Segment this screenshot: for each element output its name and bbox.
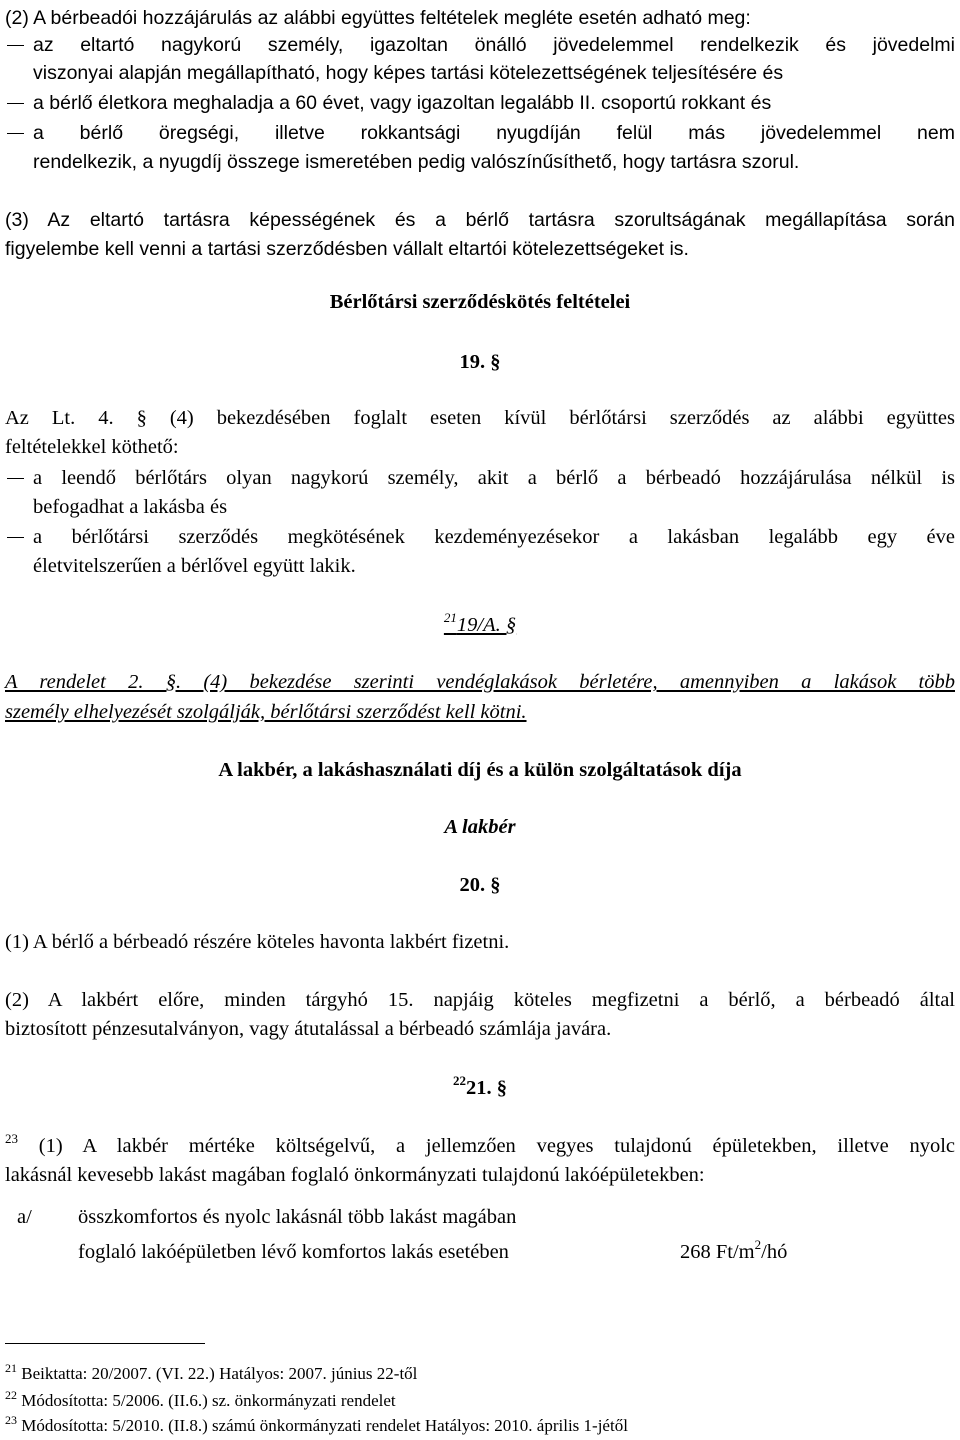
sec19-item1-line2: befogadhat a lakásba és (33, 496, 228, 518)
para2-item2-line1: a bérlő életkora meghaladja a 60 évet, vagy igazoltan legalább II. csoportú rokkant és (33, 92, 772, 114)
sec19-line1: Az Lt. 4. § (4) bekezdésében foglalt eseten kívül bérlőtársi szerződés az alábbi együttes (5, 407, 955, 429)
sec19-line2: feltételekkel köthető: (5, 436, 179, 458)
sec21-item-label: a/ (17, 1206, 32, 1228)
sec19-item2-line2: életvitelszerűen a bérlővel együtt lakik. (33, 555, 356, 577)
footnote-number: 21 (5, 1361, 17, 1375)
sec21-line2: lakásnál kevesebb lakást magában foglaló önkormányzati tulajdonú lakóépületekben: (5, 1164, 705, 1186)
rate-unit: /hó (761, 1241, 788, 1263)
sec20-p2-line2: biztosított pénzesutalványon, vagy átutalással a bérbeadó számlája javára. (5, 1018, 612, 1040)
sec21-line1-text: (1) A lakbér mértéke költségelvű, a jellemzően vegyes tulajdonú épületekben, illetve nyolc (38, 1135, 955, 1157)
sec19a-line1: A rendelet 2. §. (4) bekezdése szerinti vendéglakások bérletére, amennyiben a lakások több (5, 671, 955, 693)
footnote-22 (5, 1388, 396, 1412)
dash-bullet (7, 537, 24, 538)
footnote-ref-22[interactable]: 22 (453, 1073, 466, 1088)
footnote-number: 22 (5, 1388, 17, 1402)
heading-berlotarsi: Bérlőtársi szerződéskötés feltételei (329, 291, 631, 313)
para2-item1-line1: az eltartó nagykorú személy, igazoltan önálló jövedelemmel rendelkezik és jövedelmi (33, 34, 955, 56)
footnote-text: Beiktatta: 20/2007. (VI. 22.) Hatályos: 2007. június 22-től (21, 1364, 418, 1383)
footnote-21 (5, 1361, 418, 1385)
section-19a-label: 19/A. § (456, 614, 517, 636)
section-21-label: 21. § (466, 1077, 507, 1099)
section-21-number (5, 1073, 955, 1100)
para3-line1: (3) Az eltartó tartásra képességének és a bérlő tartásra szorultságának megállapítása során (5, 209, 955, 231)
dash-bullet (7, 45, 24, 46)
sec19-item1-line1: a leendő bérlőtárs olyan nagykorú személy, akit a bérlő a bérbeadó hozzájárulása nélkül is (33, 467, 955, 489)
para2-item3-line2: rendelkezik, a nyugdíj összege ismeretében pedig valószínűsíthető, hogy tartásra szorul. (33, 151, 800, 173)
para2-item1-line2: viszonyai alapján megállapítható, hogy képes tartási kötelezettségének teljesítésére és (33, 62, 784, 84)
rate-exponent: 2 (754, 1237, 762, 1252)
sec19a-line2: személy elhelyezését szolgálják, bérlőtársi szerződést kell kötni. (5, 701, 527, 723)
dash-bullet (7, 133, 24, 134)
footnote-text: Módosította: 5/2010. (II.8.) számú önkormányzati rendelet Hatályos: 2010. április 1-jétől (21, 1416, 628, 1435)
para3-line2: figyelembe kell venni a tartási szerződésben vállalt eltartói kötelezettségeket is. (5, 238, 689, 260)
subheading-lakber: A lakbér (444, 816, 516, 838)
dash-bullet (7, 478, 24, 479)
section-19-number: 19. § (459, 351, 501, 373)
sec20-p2-line1: (2) A lakbért előre, minden tárgyhó 15. napjáig köteles megfizetni a bérlő, a bérbeadó által (5, 989, 955, 1011)
rate-value: 268 Ft/m (680, 1241, 755, 1263)
footnote-number: 23 (5, 1413, 17, 1427)
sec20-p1: (1) A bérlő a bérbeadó részére köteles havonta lakbért fizetni. (5, 931, 510, 953)
footnote-23 (5, 1413, 628, 1437)
sec19-item2-line1: a bérlőtársi szerződés megkötésének kezdeményezésekor a lakásban legalább egy éve (33, 526, 955, 548)
section-19a-number (5, 610, 955, 637)
heading-lakber: A lakbér, a lakáshasználati díj és a külön szolgáltatások díja (218, 759, 742, 781)
section-20-number: 20. § (459, 874, 501, 896)
sec21-rate (680, 1237, 880, 1264)
footnote-ref-21[interactable]: 21 (443, 610, 457, 625)
footnote-rule (5, 1343, 205, 1344)
sec21-item-line1: összkomfortos és nyolc lakásnál több lakást magában (78, 1206, 517, 1228)
sec21-line1 (5, 1131, 955, 1158)
footnote-text: Módosította: 5/2006. (II.6.) sz. önkormányzati rendelet (21, 1391, 396, 1410)
footnote-ref-23[interactable]: 23 (5, 1131, 18, 1146)
dash-bullet (7, 103, 24, 104)
para2-item3-line1: a bérlő öregségi, illetve rokkantsági nyugdíján felül más jövedelemmel nem (33, 122, 955, 144)
para2-intro: (2) A bérbeadói hozzájárulás az alábbi együttes feltételek megléte esetén adható meg: (5, 7, 751, 29)
sec21-item-line2: foglaló lakóépületben lévő komfortos lakás esetében (78, 1241, 509, 1263)
